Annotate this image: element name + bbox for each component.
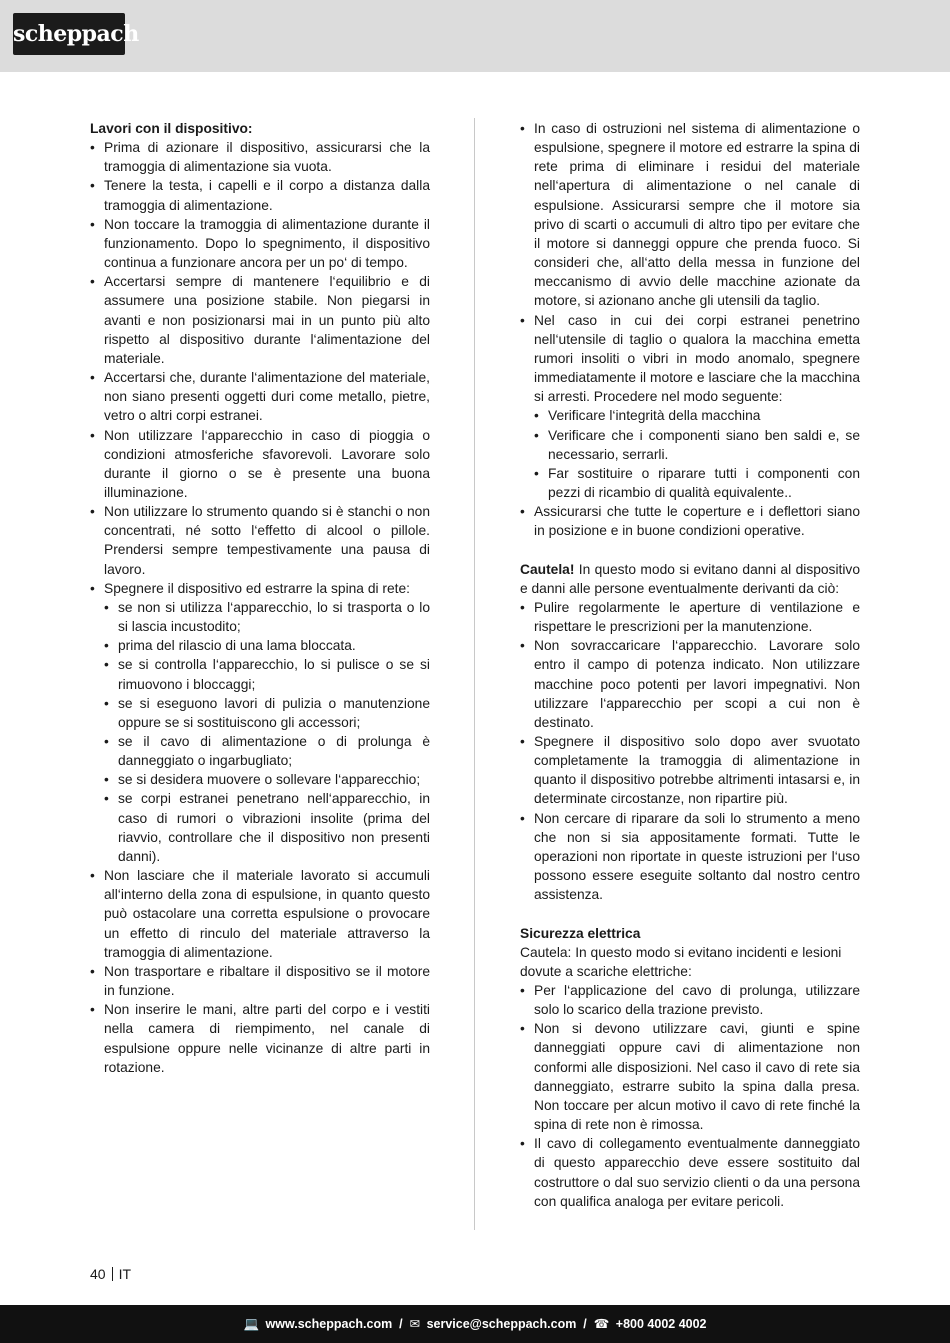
caution-label: Cautela! <box>520 561 575 577</box>
list-item <box>90 579 430 866</box>
list-item: • Non toccare la tramoggia di alimentazione durante il funzionamento. Dopo lo spegnimento, il dispositivo continua a funzionare ancora per un po‘ di tempo. <box>90 215 430 272</box>
caution-paragraph <box>520 560 860 598</box>
list-item: • Non lasciare che il materiale lavorato si accumuli all‘interno della zona di espulsione, in quanto questo può ostacolare una corretta espulsione o provocare un effetto di rinculo del materiale attraverso la tramoggia di alimentazione. <box>90 866 430 962</box>
list-item: • Spegnere il dispositivo solo dopo aver svuotato completamente la tramoggia di alimentazione in quanto il dispositivo potrebbe altrimenti intasarsi e, in determinate circostanze, non ripartire più. <box>520 732 860 809</box>
computer-icon: 💻 <box>243 1317 260 1331</box>
phone-icon: ☎ <box>593 1317 610 1331</box>
sub-list-item: • Verificare che i componenti siano ben saldi e, se necessario, serrarli. <box>534 426 860 464</box>
list-item: • Non inserire le mani, altre parti del corpo e i vestiti nella camera di riempimento, nel canale di espulsione oppure nelle vicinanze di altre parti in rotazione. <box>90 1000 430 1077</box>
scheppach-logo: scheppach <box>13 13 125 55</box>
electric-list <box>520 981 860 1211</box>
sub-bullet-list <box>534 406 860 502</box>
left-column <box>90 119 430 1077</box>
column-divider <box>474 118 475 1230</box>
list-item: • Il cavo di collegamento eventualmente danneggiato di questo apparecchio deve essere sostituito dal costruttore o dal suo servizio clienti o da una persona con qualifica analoga per evitare pericoli. <box>520 1134 860 1211</box>
sub-list-item: • se corpi estranei penetrano nell‘apparecchio, in caso di rumori o vibrazioni insolite (prima del riavvio, controllare che il dispositivo non presenti danni). <box>104 789 430 866</box>
caution-list <box>520 598 860 905</box>
page-number <box>90 1264 131 1284</box>
electric-safety-intro: Cautela: In questo modo si evitano incidenti e lesioni dovute a scariche elettriche: <box>520 944 842 979</box>
list-item: • Prima di azionare il dispositivo, assicurarsi che la tramoggia di alimentazione sia vuota. <box>90 138 430 176</box>
email-link[interactable]: service@scheppach.com <box>426 1317 577 1331</box>
list-item: • Accertarsi sempre di mantenere l‘equilibrio e di assumere una posizione stabile. Non piegarsi in avanti e non posizionarsi mai in un punto più alto rispetto al dispositivo durante l‘alimentazione del materiale. <box>90 272 430 368</box>
list-item: • Per l‘applicazione del cavo di prolunga, utilizzare solo lo scarico della trazione previsto. <box>520 981 860 1019</box>
sub-bullet-list <box>104 598 430 866</box>
mail-icon: ✉ <box>409 1317 421 1331</box>
list-item: • Accertarsi che, durante l‘alimentazione del materiale, non siano presenti oggetti duri come metallo, pietre, vetro o altri corpi estranei. <box>90 368 430 425</box>
list-item: • Non si devono utilizzare cavi, giunti e spine danneggiati oppure cavi di alimentazione non conformi alle disposizioni. Nel caso il cavo di rete sia danneggiato, estrarre subito la spina dalla presa. Non toccare per alcun motivo il cavo di rete finché la spina di rete non è rimossa. <box>520 1019 860 1134</box>
list-item: • Non utilizzare lo strumento quando si è stanchi o non concentrati, né sotto l‘effetto di alcool o pillole. Prendersi sempre tempestivamente una pausa di lavoro. <box>90 502 430 579</box>
sub-list-item: • se il cavo di alimentazione o di prolunga è danneggiato o ingarbugliato; <box>104 732 430 770</box>
website-link[interactable]: www.scheppach.com <box>265 1317 393 1331</box>
list-item: • Tenere la testa, i capelli e il corpo a distanza dalla tramoggia di alimentazione. <box>90 176 430 214</box>
list-item: • Non utilizzare l‘apparecchio in caso di pioggia o condizioni atmosferiche sfavorevoli. Lavorare solo durante il giorno o se è presente una buona illuminazione. <box>90 426 430 503</box>
page-number-value: 40 <box>90 1266 106 1282</box>
list-item: • In caso di ostruzioni nel sistema di alimentazione o espulsione, spegnere il motore ed estrarre la spina di rete prima di eliminare i residui del materiale nell‘apertura di alimentazione o nel canale di espulsione. Assicurarsi sempre che il motore sia privo di scarti o accumuli di altro tipo per evitare che il motore si danneggi oppure che prenda fuoco. Si consideri che, all‘atto della messa in funzione del meccanismo di avvio delle macchine azionate da motore, si azionano anche gli utensili da taglio. <box>520 119 860 311</box>
electric-safety-heading: Sicurezza elettrica <box>520 925 641 941</box>
section-heading: Lavori con il dispositivo: <box>90 121 253 136</box>
sub-list-item: • prima del rilascio di una lama bloccata. <box>104 636 430 655</box>
sub-list-item: • Verificare l‘integrità della macchina <box>534 406 860 425</box>
right-column <box>520 119 860 1211</box>
page-number-separator <box>112 1267 113 1281</box>
list-item: • Non trasportare e ribaltare il dispositivo se il motore in funzione. <box>90 962 430 1000</box>
sub-list-item: • se si desidera muovere o sollevare l‘apparecchio; <box>104 770 430 789</box>
list-item: • Non sovraccaricare l‘apparecchio. Lavorare solo entro il campo di potenza indicato. Non utilizzare macchine poco potenti per lavori impegnativi. Non utilizzare l‘apparecchio per scopi a cui non è destinato. <box>520 636 860 732</box>
sub-list-item: • se si controlla l‘apparecchio, lo si pulisce o se si rimuovono i bloccaggi; <box>104 655 430 693</box>
sub-list-item: • Far sostituire o riparare tutti i componenti con pezzi di ricambio di qualità equivalente.. <box>534 464 860 502</box>
sub-list-item: • se si eseguono lavori di pulizia o manutenzione oppure se si sostituiscono gli accessori; <box>104 694 430 732</box>
footer-separator: / <box>395 1317 407 1331</box>
bullet-list <box>90 138 430 1077</box>
list-item: • Assicurarsi che tutte le coperture e i deflettori siano in posizione e in buone condizioni operative. <box>520 502 860 540</box>
language-code: IT <box>118 1266 132 1282</box>
phone-number[interactable]: +800 4002 4002 <box>615 1317 707 1331</box>
header-bar <box>0 0 950 72</box>
list-item: • Pulire regolarmente le aperture di ventilazione e rispettare le prescrizioni per la manutenzione. <box>520 598 860 636</box>
footer-separator: / <box>579 1317 591 1331</box>
list-item-text: Nel caso in cui dei corpi estranei penetrino nell‘utensile di taglio o qualora la macchina emetta rumori insoliti o vibri in modo anomalo, spegnere immediatamente il motore e lasciare che la macchina si arresti. Procedere nel modo seguente: <box>534 312 860 405</box>
list-item: • Non cercare di riparare da soli lo strumento a meno che non si sia appositamente formati. Tutte le operazioni non riportate in queste istruzioni per l‘uso possono essere eseguite soltanto dal nostro centro assistenza. <box>520 809 860 905</box>
bullet-list <box>520 119 860 540</box>
list-item <box>520 311 860 503</box>
list-item-text: Spegnere il dispositivo ed estrarre la spina di rete: <box>104 580 410 596</box>
sub-list-item: • se non si utilizza l‘apparecchio, lo si trasporta o lo si lascia incustodito; <box>104 598 430 636</box>
footer-bar <box>0 1305 950 1343</box>
caution-text: In questo modo si evitano danni al dispositivo e danni alle persone eventualmente derivanti da ciò: <box>520 561 860 596</box>
